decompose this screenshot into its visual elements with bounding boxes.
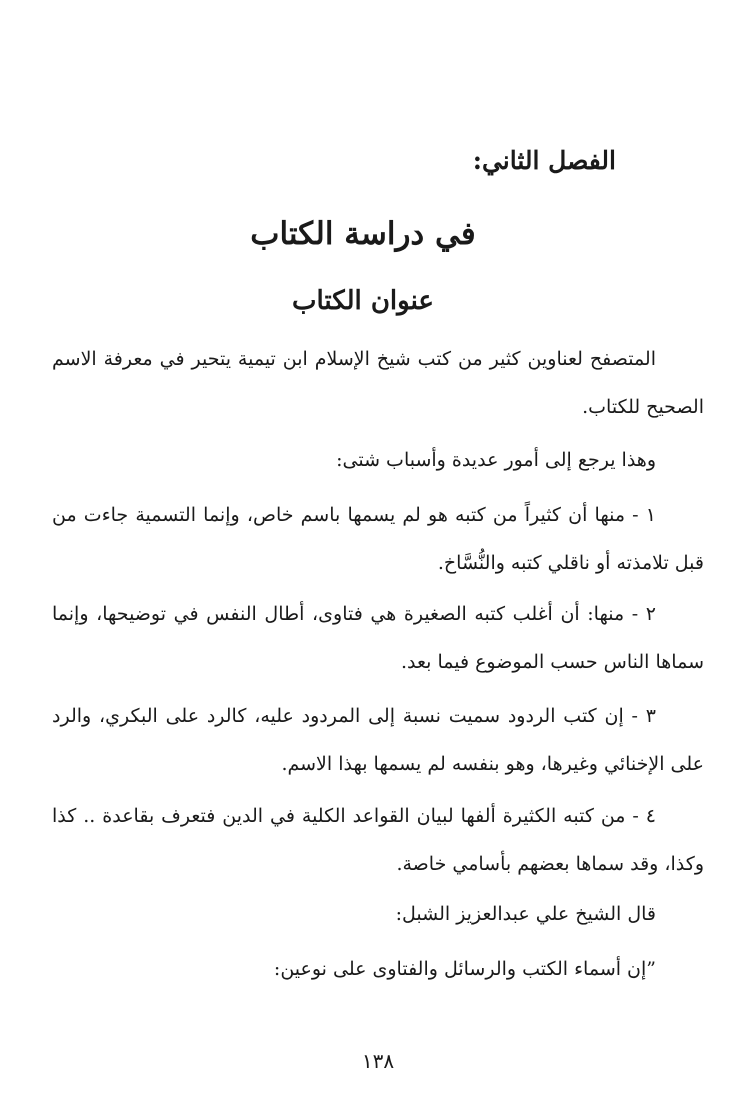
paragraph-intro: المتصفح لعناوين كثير من كتب شيخ الإسلام ابن تيمية يتحير في معرفة الاسم الصحيح للكتاب. [52, 348, 704, 418]
paragraph-reason-3: ٣ - إن كتب الردود سميت نسبة إلى المردود عليه، كالرد على البكري، والرد على الإخنائي وغيرها، وهو بنفسه لم يسمها بهذا الاسم. [52, 705, 704, 775]
paragraph-reason-1: ١ - منها أن كثيراً من كتبه هو لم يسمها باسم خاص، وإنما التسمية جاءت من قبل تلامذته أو ناقلي كتبه والنُّسَّاخ. [52, 504, 704, 574]
paragraph-reason-4: ٤ - من كتبه الكثيرة ألفها لبيان القواعد الكلية في الدين فتعرف بقاعدة .. كذا وكذا، وقد سماها بعضهم بأسامي خاصة. [52, 805, 704, 875]
subsection-title: عنوان الكتاب [292, 286, 434, 316]
page-number: ١٣٨ [361, 1049, 395, 1073]
paragraph-reason-2: ٢ - منها: أن أغلب كتبه الصغيرة هي فتاوى، أطال النفس في توضيحها، وإنما سماها الناس حسب الموضوع فيما بعد. [52, 603, 704, 673]
paragraph-quote-attribution: قال الشيخ علي عبدالعزيز الشبل: [395, 903, 656, 925]
paragraph-quote-start: ”إن أسماء الكتب والرسائل والفتاوى على نوعين: [273, 958, 656, 980]
section-title: في دراسة الكتاب [250, 216, 476, 252]
paragraph-reasons-lead: وهذا يرجع إلى أمور عديدة وأسباب شتى: [336, 449, 656, 471]
chapter-label: الفصل الثاني: [472, 146, 616, 175]
